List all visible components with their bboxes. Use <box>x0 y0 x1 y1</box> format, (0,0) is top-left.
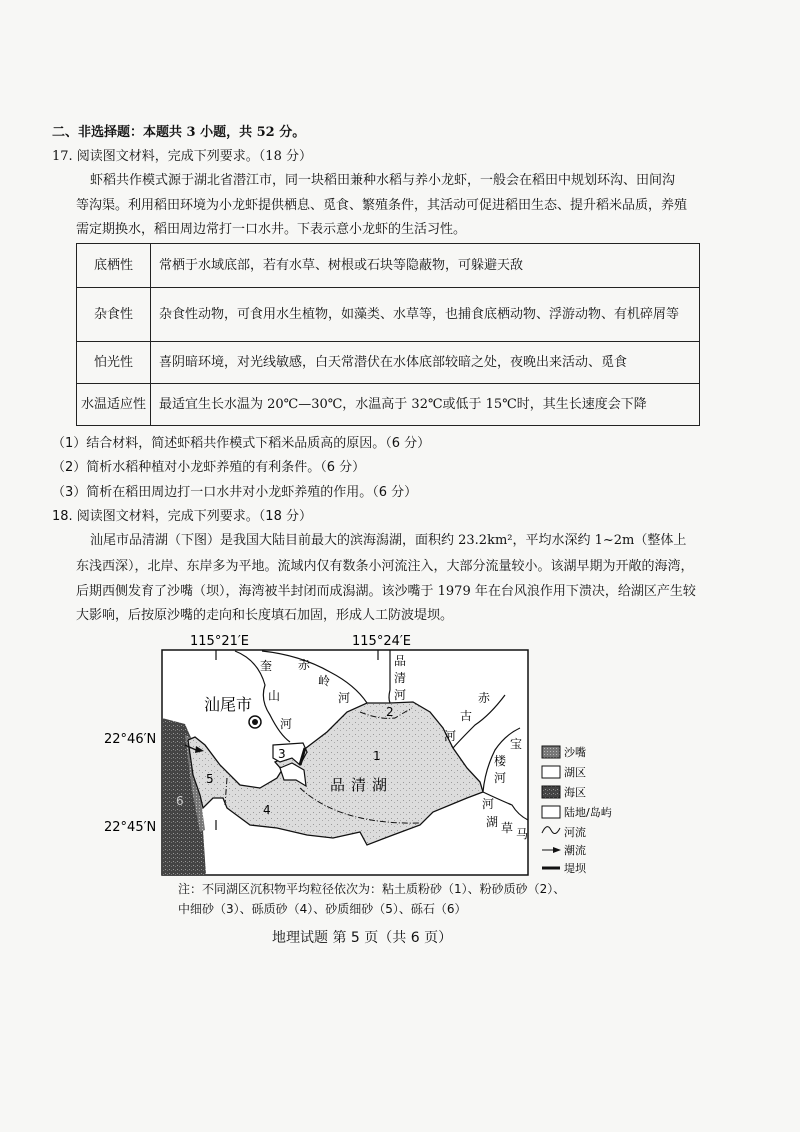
current-legend-icon <box>553 847 561 853</box>
desc-cell: 杂食性动物，可食用水生植物，如藻类、水草等，也捕食底栖动物、浮游动物、有机碎屑等 <box>151 288 700 342</box>
legend-swatch-spit <box>542 746 560 758</box>
q17-question-3: （3）简析在稻田周边打一口水井对小龙虾养殖的作用。（6 分） <box>52 485 418 500</box>
svg-text:河: 河 <box>394 688 407 702</box>
legend-swatch-land <box>542 806 560 818</box>
crayfish-habits-table <box>76 243 700 426</box>
table-row <box>77 244 700 288</box>
svg-text:5: 5 <box>206 772 214 786</box>
lat-label: 22°45′N <box>104 820 157 835</box>
desc-cell: 喜阴暗环境，对光线敏感，白天常潜伏在水体底部较暗之处，夜晚出来活动、觅食 <box>151 342 700 384</box>
section-title: 二、非选择题：本题共 3 小题，共 52 分。 <box>52 125 306 140</box>
svg-text:草: 草 <box>501 821 514 835</box>
pinqing-lake-map <box>100 625 620 880</box>
table-row <box>77 384 700 426</box>
svg-text:河: 河 <box>280 717 293 731</box>
svg-text:品: 品 <box>394 654 407 668</box>
svg-text:楼: 楼 <box>494 754 507 768</box>
river-legend-icon <box>542 827 560 834</box>
table-row <box>77 342 700 384</box>
svg-text:海区: 海区 <box>564 786 586 799</box>
svg-text:马: 马 <box>516 827 529 841</box>
svg-text:3: 3 <box>278 747 286 761</box>
svg-text:6: 6 <box>176 794 184 808</box>
q17-paragraph-line: 需定期换水，稻田周边常打一口水井。下表示意小龙虾的生活习性。 <box>76 222 467 237</box>
habit-cell: 杂食性 <box>77 288 151 342</box>
q17-paragraph-line: 虾稻共作模式源于湖北省潜江市，同一块稻田兼种水稻与养小龙虾，一般会在稻田中规划环沟、田间沟 <box>90 173 676 188</box>
q18-paragraph-line: 后期西侧发育了沙嘴（坝），海湾被半封闭而成潟湖。该沙嘴于 1979 年在台风浪作用下溃决，给湖区产生较 <box>76 584 696 599</box>
page-footer: 地理试题 第 5 页（共 6 页） <box>272 930 453 946</box>
svg-text:湖区: 湖区 <box>564 766 586 779</box>
svg-text:沙嘴: 沙嘴 <box>564 746 586 759</box>
city-label: 汕尾市 <box>204 695 253 714</box>
svg-text:2: 2 <box>386 705 394 719</box>
svg-text:河: 河 <box>494 771 507 785</box>
svg-text:1: 1 <box>373 749 381 763</box>
svg-text:岭: 岭 <box>318 674 331 688</box>
lon-label: 115°24′E <box>352 634 412 649</box>
map-note-line: 中细砂（3）、砾质砂（4）、砂质细砂（5）、砾石（6） <box>178 902 467 916</box>
habit-cell: 底栖性 <box>77 244 151 288</box>
legend-swatch-sea <box>542 786 560 798</box>
lat-label: 22°46′N <box>104 732 157 747</box>
map-legend <box>542 745 612 875</box>
q17-question-1: （1）结合材料，简述虾稻共作模式下稻米品质高的原因。（6 分） <box>52 436 431 451</box>
svg-text:陆地/岛屿: 陆地/岛屿 <box>564 806 612 819</box>
desc-cell: 常栖于水域底部，若有水草、树根或石块等隐蔽物，可躲避天敌 <box>151 244 700 288</box>
svg-text:河: 河 <box>482 797 495 811</box>
svg-text:河: 河 <box>338 691 351 705</box>
svg-text:古: 古 <box>460 709 473 723</box>
habit-cell: 怕光性 <box>77 342 151 384</box>
svg-text:4: 4 <box>263 803 271 817</box>
svg-text:湖: 湖 <box>486 815 499 829</box>
svg-text:河流: 河流 <box>564 826 586 839</box>
map-note-line: 注：不同湖区沉积物平均粒径依次为：粘土质粉砂（1）、粉砂质砂（2）、 <box>178 882 566 896</box>
q17-question-2: （2）简析水稻种植对小龙虾养殖的有利条件。（6 分） <box>52 460 366 475</box>
svg-text:河: 河 <box>444 729 457 743</box>
svg-text:潮流: 潮流 <box>564 844 586 857</box>
q18-paragraph-line: 大影响，后按原沙嘴的走向和长度填石加固，形成人工防波堤坝。 <box>76 608 454 623</box>
q18-paragraph-line: 汕尾市品清湖（下图）是我国大陆目前最大的滨海潟湖，面积约 23.2km²，平均水深约 1~2m（整体上 <box>90 533 687 548</box>
legend-swatch-lake <box>542 766 560 778</box>
q17-paragraph-line: 等沟渠。利用稻田环境为小龙虾提供栖息、觅食、繁殖条件，其活动可促进稻田生态、提升稻米品质，养殖 <box>76 198 688 213</box>
svg-text:奎: 奎 <box>260 659 273 673</box>
svg-text:赤: 赤 <box>298 658 311 672</box>
q18-paragraph-line: 东浅西深），北岸、东岸多为平地。流域内仅有数条小河流注入，大部分流量较小。该湖早期为开敞的海湾， <box>76 559 694 574</box>
svg-text:清: 清 <box>394 671 407 685</box>
lake-label: 品清湖 <box>330 776 394 794</box>
q18-title: 18. 阅读图文材料，完成下列要求。（18 分） <box>52 509 312 524</box>
habit-cell: 水温适应性 <box>77 384 151 426</box>
table-row <box>77 288 700 342</box>
svg-text:赤: 赤 <box>478 691 491 705</box>
svg-text:堤坝: 堤坝 <box>564 862 586 875</box>
svg-text:山: 山 <box>268 689 281 703</box>
q17-title: 17. 阅读图文材料，完成下列要求。（18 分） <box>52 149 312 164</box>
lon-label: 115°21′E <box>190 634 250 649</box>
svg-text:宝: 宝 <box>510 737 523 751</box>
desc-cell: 最适宜生长水温为 20℃—30℃，水温高于 32℃或低于 15℃时，其生长速度会下降 <box>151 384 700 426</box>
